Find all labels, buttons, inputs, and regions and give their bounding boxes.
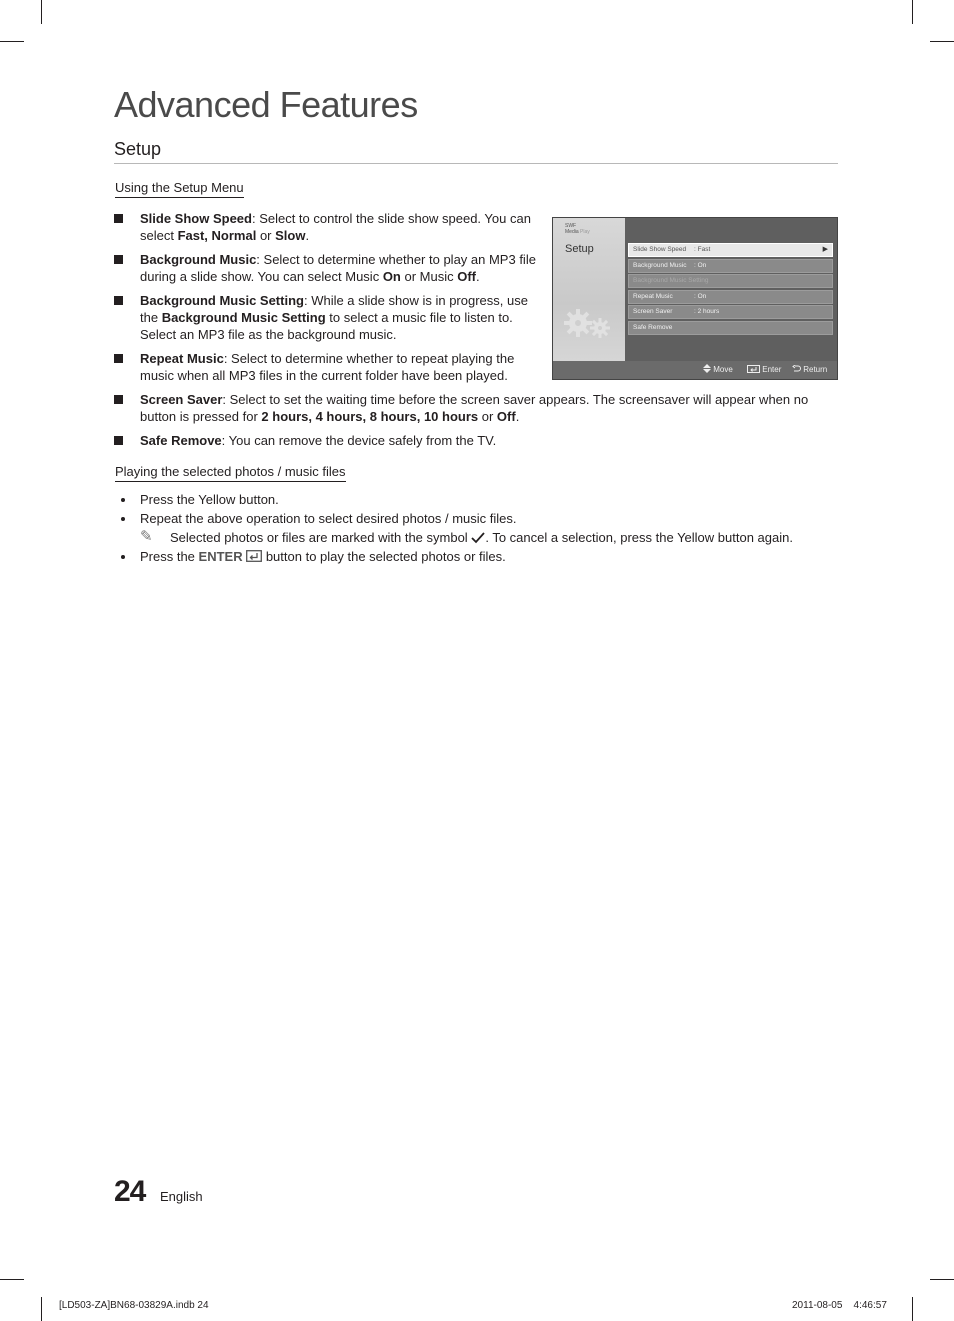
menu-row-screen-saver[interactable] — [628, 305, 833, 319]
option-text: to select a music file to listen to. Select an MP3 file as the background music. — [140, 310, 513, 342]
gears-icon — [563, 306, 613, 340]
square-bullet-icon — [114, 354, 123, 363]
arrow-right-icon: ▶ — [822, 246, 828, 253]
square-bullet-icon — [114, 255, 123, 264]
option-name: Slide Show Speed — [140, 211, 252, 226]
option-text: : You can remove the device safely from the TV. — [221, 433, 497, 448]
playing-steps-list — [114, 491, 834, 567]
step-text: Press the Yellow button. — [140, 492, 279, 507]
list-item — [114, 210, 536, 244]
crop-mark — [912, 1297, 913, 1321]
screen-menu — [625, 218, 837, 361]
setup-options-list-continued — [114, 391, 814, 456]
logo-media-text: Media — [565, 229, 579, 235]
screen-title: Setup — [565, 243, 594, 255]
setup-menu-heading: Using the Setup Menu — [115, 180, 244, 198]
menu-row-label: Screen Saver — [633, 308, 673, 315]
screen-sidebar — [553, 218, 625, 361]
up-down-arrow-icon — [703, 364, 711, 373]
option-text: : Select to determine whether to repeat playing the music when all MP3 files in the current folder have been played. — [140, 351, 515, 383]
option-text: . — [305, 228, 310, 243]
option-value: 2 hours, 4 hours, 8 hours, 10 hours — [261, 409, 479, 424]
page-language: English — [160, 1189, 203, 1204]
crop-mark — [930, 41, 954, 42]
option-name: Repeat Music — [140, 351, 224, 366]
note-text: Selected photos or files are marked with the symbol — [170, 530, 468, 545]
crop-mark — [0, 1279, 24, 1280]
enter-key-label: ENTER — [198, 549, 243, 564]
menu-row-label: Background Music Setting — [633, 277, 709, 284]
option-value: Slow — [275, 228, 306, 243]
crop-mark — [41, 0, 42, 24]
menu-row-slide-show-speed[interactable] — [628, 243, 833, 257]
option-text: : Select to control the slide show speed. You can select — [140, 211, 531, 243]
option-name: Safe Remove — [140, 433, 222, 448]
option-value: Background Music Setting — [161, 310, 326, 325]
option-text: : While a slide show is in progress, use the — [140, 293, 528, 325]
list-item — [114, 350, 536, 384]
option-name: Screen Saver — [140, 392, 223, 407]
page-number: 24 — [114, 1175, 146, 1208]
crop-mark — [41, 1297, 42, 1321]
menu-row-value: : Fast — [694, 246, 711, 253]
option-text: or — [256, 228, 276, 243]
option-text: . — [476, 269, 480, 284]
media-play-logo — [565, 223, 590, 235]
menu-row-label: Slide Show Speed — [633, 246, 687, 253]
crop-mark — [930, 1279, 954, 1280]
nav-return — [792, 361, 827, 379]
list-item — [114, 510, 834, 546]
checkmark-icon — [471, 532, 485, 544]
option-text: : Select to set the waiting time before the screen saver appears. The screensaver will appear when no button is pressed for — [140, 392, 809, 424]
pencil-note-icon: ✎ — [140, 528, 153, 545]
note-text: . To cancel a selection, press the Yellow button again. — [485, 530, 793, 545]
list-item — [114, 432, 814, 449]
enter-icon — [246, 550, 262, 562]
menu-row-repeat-music[interactable] — [628, 290, 833, 304]
chapter-title: Advanced Features — [114, 84, 418, 125]
menu-row-label: Background Music — [633, 262, 687, 269]
logo-top-text: SWF — [565, 223, 577, 229]
list-item — [114, 391, 814, 425]
option-value: Fast, Normal — [177, 228, 257, 243]
menu-row-background-music-setting[interactable] — [628, 274, 833, 288]
option-text: or — [478, 409, 497, 424]
step-text: Press the — [140, 549, 199, 564]
option-value: Off — [496, 409, 516, 424]
nav-move-label: Move — [713, 365, 733, 374]
section-title: Setup — [114, 139, 838, 164]
option-name: Background Music Setting — [140, 293, 304, 308]
setup-options-list — [114, 210, 536, 391]
print-slug-left: [LD503-ZA]BN68-03829A.indb 24 — [59, 1300, 209, 1311]
nav-enter-label: Enter — [762, 365, 782, 374]
step-text: button to play the selected photos or files. — [262, 549, 506, 564]
bullet-dot-icon — [121, 498, 125, 502]
note — [140, 529, 834, 546]
screen-nav-bar — [553, 361, 837, 379]
print-slug-right: 2011-08-05 4:46:57 — [792, 1300, 887, 1311]
option-text: or Music — [400, 269, 458, 284]
menu-row-value: : On — [694, 262, 707, 269]
menu-row-label: Safe Remove — [633, 324, 673, 331]
menu-row-safe-remove[interactable] — [628, 321, 833, 335]
nav-return-label: Return — [803, 365, 828, 374]
nav-enter — [747, 361, 781, 379]
square-bullet-icon — [114, 214, 123, 223]
menu-row-background-music[interactable] — [628, 259, 833, 273]
step-text: Repeat the above operation to select desired photos / music files. — [140, 511, 517, 526]
list-item — [114, 491, 834, 508]
enter-icon — [747, 365, 760, 373]
menu-row-value: : On — [694, 293, 707, 300]
option-value: Off — [457, 269, 476, 284]
nav-move — [703, 361, 733, 379]
option-value: On — [382, 269, 401, 284]
square-bullet-icon — [114, 395, 123, 404]
return-icon — [792, 365, 801, 373]
list-item — [114, 251, 536, 285]
option-text: . — [515, 409, 520, 424]
list-item — [114, 548, 834, 565]
playing-heading: Playing the selected photos / music files — [115, 464, 346, 482]
list-item — [114, 292, 536, 343]
bullet-dot-icon — [121, 517, 125, 521]
bullet-dot-icon — [121, 555, 125, 559]
square-bullet-icon — [114, 436, 123, 445]
crop-mark — [0, 41, 24, 42]
logo-play-text: Play — [580, 229, 590, 235]
setup-screen-figure — [552, 217, 838, 380]
square-bullet-icon — [114, 296, 123, 305]
option-text: : Select to determine whether to play an MP3 file during a slide show. You can select Music — [140, 252, 536, 284]
menu-row-value: : 2 hours — [694, 308, 720, 315]
crop-mark — [912, 0, 913, 24]
option-name: Background Music — [140, 252, 257, 267]
menu-row-label: Repeat Music — [633, 293, 673, 300]
